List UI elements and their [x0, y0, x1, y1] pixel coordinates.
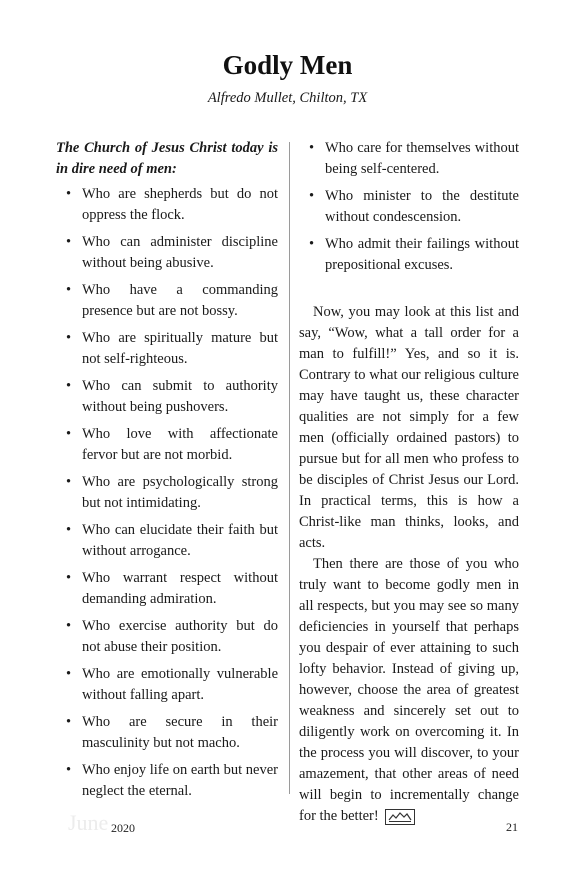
bullet-item: • Who warrant respect without demanding admiration.	[56, 568, 278, 610]
bullet-item: • Who have a commanding presence but are not bossy.	[56, 280, 278, 322]
closing-text: Then there are those of you who truly want to become godly men in all respects, but you may see so many deficiencies in yourself that perhaps you despair of ever attaining to such lofty behavior. Instead of giving up, however, choose the area of greatest weakness and sincerely set out to diligently work on overcoming it. In the process you will discover, to your amazement, that other areas of need will begin to incrementally change for the better!	[299, 556, 519, 824]
right-bullet-list	[299, 138, 519, 276]
article-title: Godly Men	[222, 50, 353, 80]
bullet-item: • Who can submit to authority without being pushovers.	[56, 376, 278, 418]
bullet-item: • Who enjoy life on earth but never neglect the eternal.	[56, 760, 278, 802]
bullet-item: • Who can elucidate their faith but without arrogance.	[56, 520, 278, 562]
right-column	[299, 138, 519, 827]
footer-year: 2020	[111, 821, 135, 835]
bullet-item: • Who admit their failings without prepositional excuses.	[299, 234, 519, 276]
bullet-item: • Who are spiritually mature but not self-righteous.	[56, 328, 278, 370]
bullet-item: • Who minister to the destitute without condescension.	[299, 186, 519, 228]
bullet-item: • Who are shepherds but do not oppress the flock.	[56, 184, 278, 226]
bullet-item: • Who care for themselves without being self-centered.	[299, 138, 519, 180]
bullet-item: • Who exercise authority but do not abuse their position.	[56, 616, 278, 658]
article-byline: Alfredo Mullet, Chilton, TX	[207, 90, 368, 106]
bullet-item: • Who love with affectionate fervor but are not morbid.	[56, 424, 278, 466]
bullet-item: • Who are secure in their masculinity but not macho.	[56, 712, 278, 754]
bullet-item: • Who can administer discipline without being abusive.	[56, 232, 278, 274]
page-number: 21	[506, 820, 518, 834]
bullet-item: • Who are psychologically strong but not intimidating.	[56, 472, 278, 514]
bullet-item: • Who are emotionally vulnerable without falling apart.	[56, 664, 278, 706]
left-column	[56, 138, 278, 808]
footer-month: June	[68, 810, 109, 835]
end-mark-icon	[385, 809, 415, 825]
body-paragraph-closing	[299, 554, 519, 827]
body-paragraph: Now, you may look at this list and say, “Wow, what a tall order for a man to fulfill!” Yes, and so it is. Contrary to what our religious culture may have taught us, these character qualities are not simply for a few men (officially ordained pastors) to pursue but for all men who profess to be disciples of Christ Jesus our Lord. In practical terms, this is how a Christ-like man thinks, looks, and acts.	[299, 304, 519, 551]
column-divider	[289, 142, 290, 794]
intro-statement: The Church of Jesus Christ today is in dire need of men:	[56, 140, 278, 177]
left-bullet-list	[56, 184, 278, 802]
